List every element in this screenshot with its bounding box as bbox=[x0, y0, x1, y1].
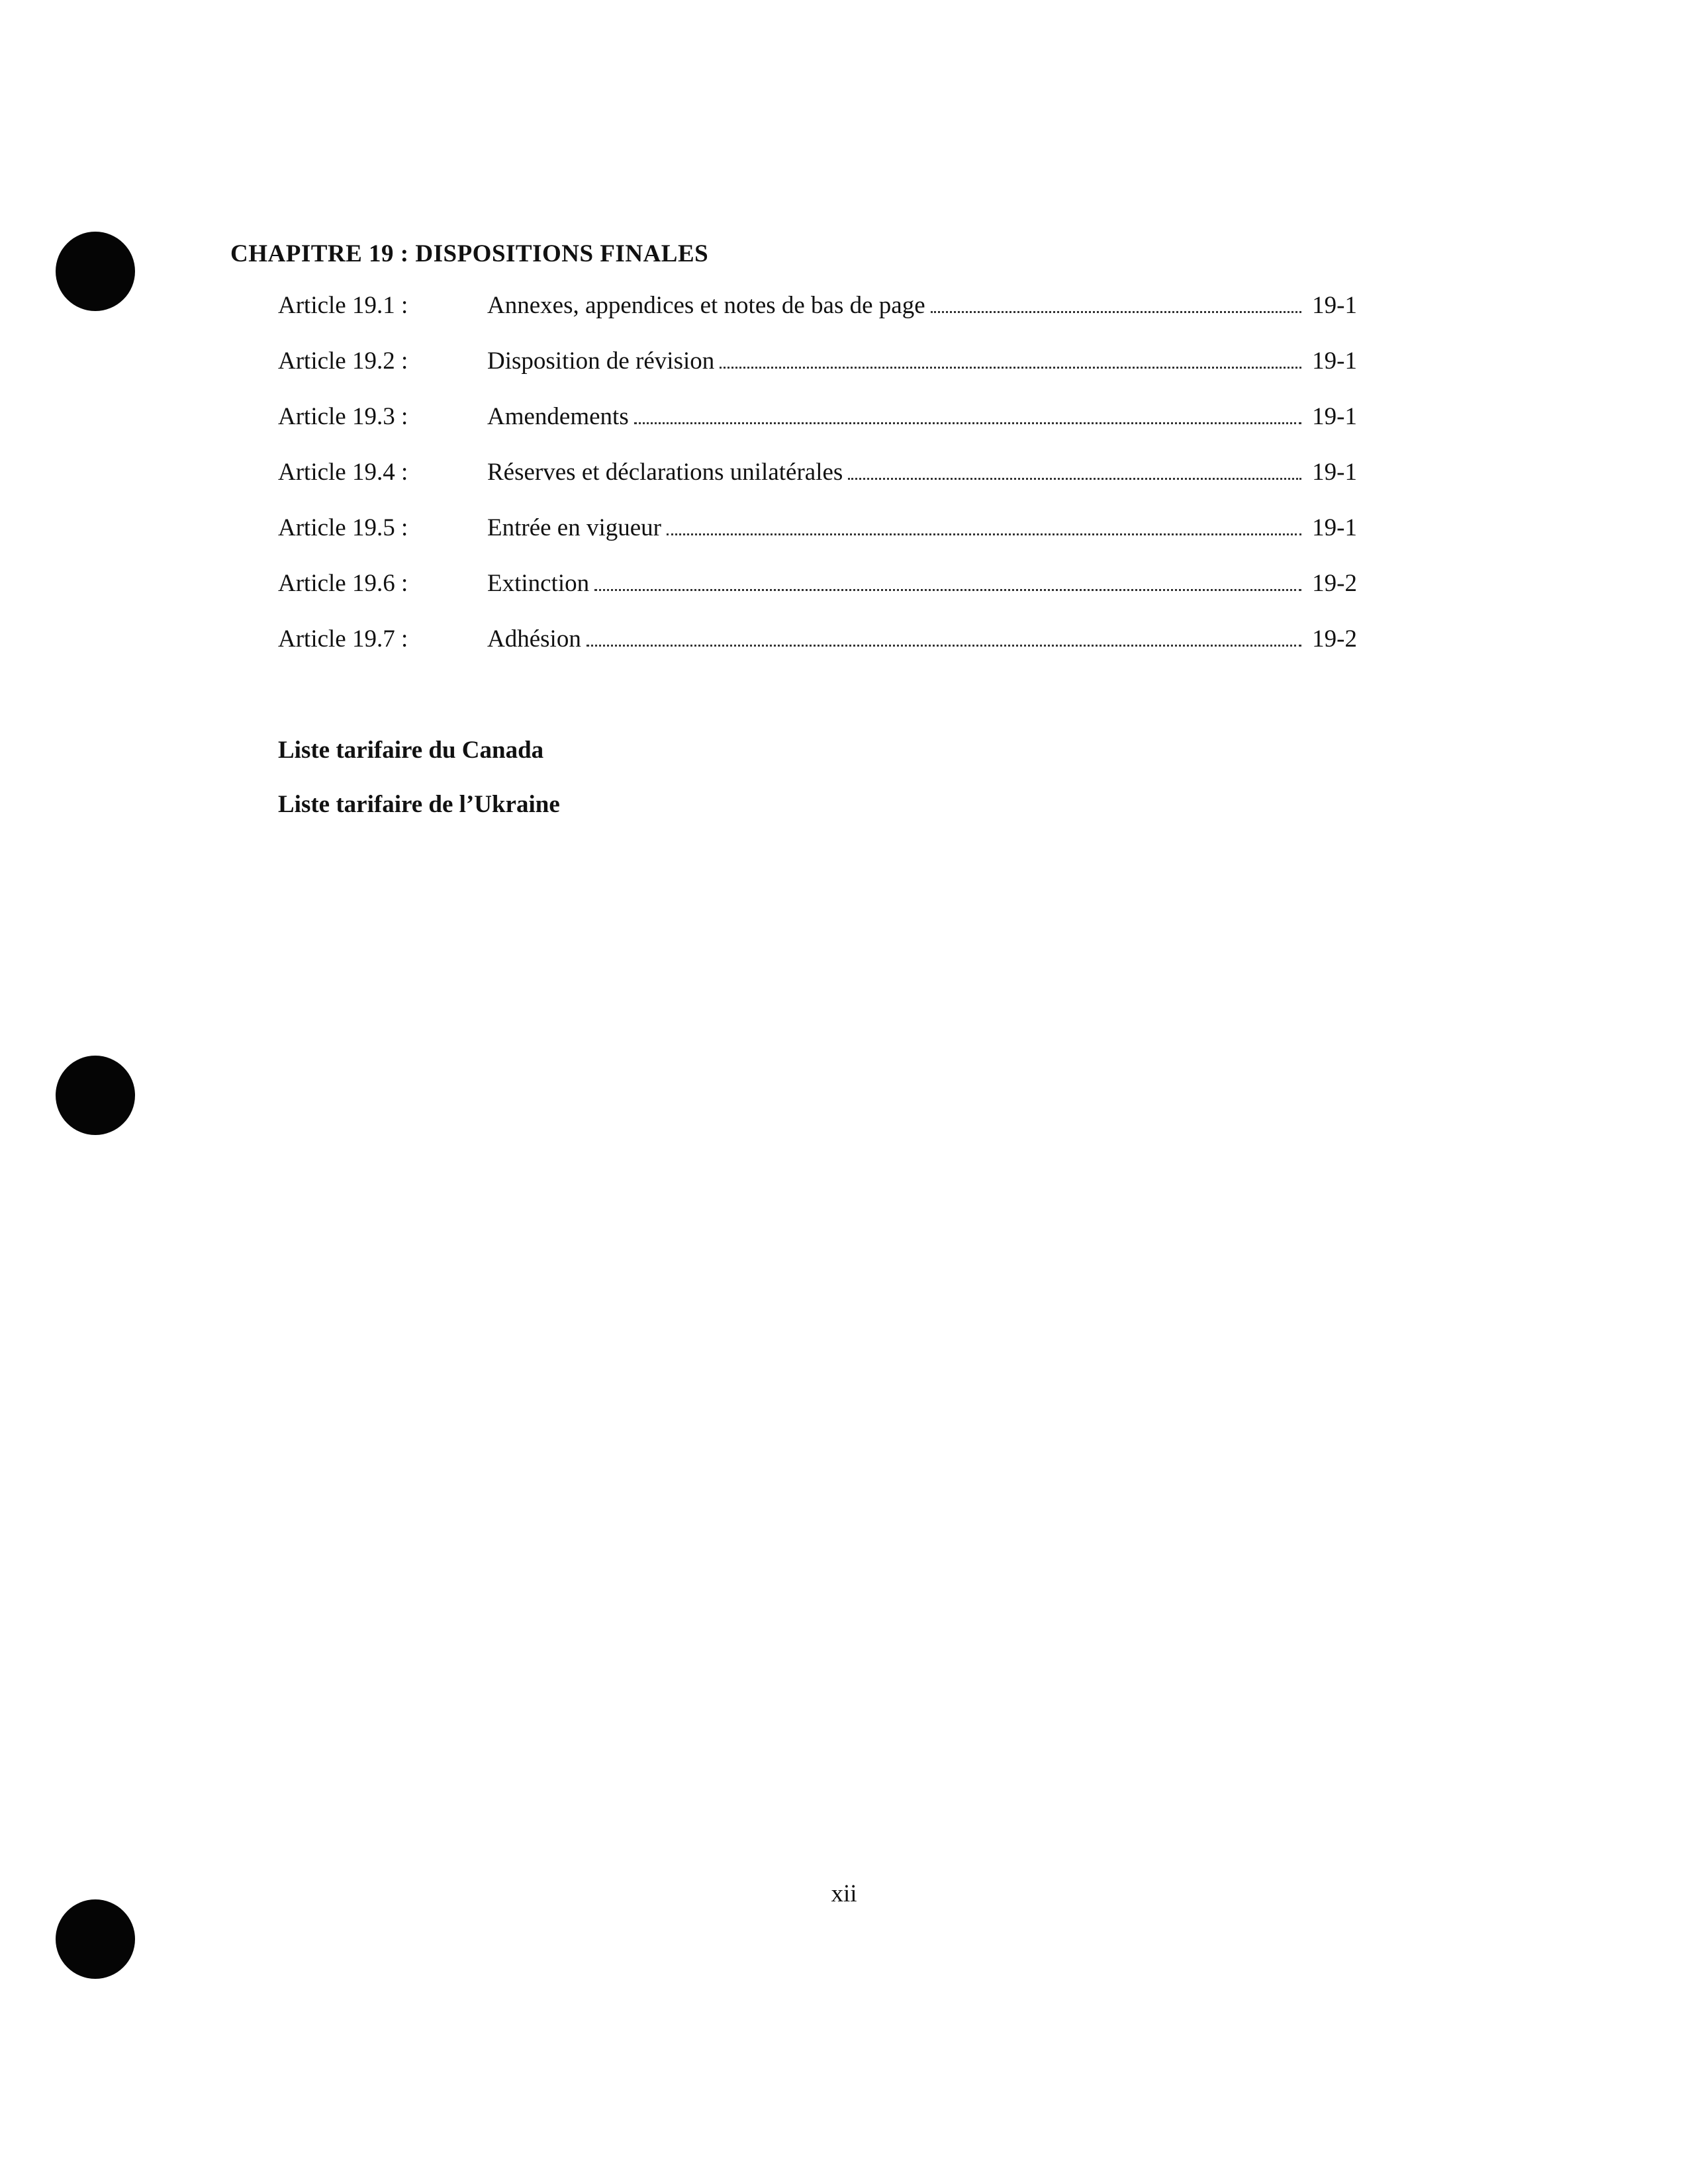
schedule-canada-link[interactable]: Liste tarifaire du Canada bbox=[278, 737, 544, 764]
toc-page-reference: 19-1 bbox=[1312, 403, 1357, 430]
toc-page-reference: 19-1 bbox=[1312, 514, 1357, 541]
toc-article-title: Annexes, appendices et notes de bas de page bbox=[487, 292, 925, 319]
toc-entry[interactable] bbox=[278, 347, 1357, 402]
toc-article-number: Article 19.1 : bbox=[278, 292, 408, 319]
toc-entry[interactable] bbox=[278, 514, 1357, 569]
toc-article-title: Extinction bbox=[487, 570, 590, 597]
dot-leader bbox=[667, 533, 1301, 535]
dot-leader bbox=[586, 645, 1301, 647]
toc-article-title: Amendements bbox=[487, 403, 629, 430]
toc-page-reference: 19-1 bbox=[1312, 292, 1357, 319]
toc-article-number: Article 19.4 : bbox=[278, 459, 408, 486]
toc-page-reference: 19-2 bbox=[1312, 570, 1357, 597]
toc-page-reference: 19-2 bbox=[1312, 625, 1357, 653]
dot-leader bbox=[931, 311, 1301, 313]
toc-entry[interactable] bbox=[278, 625, 1357, 680]
toc-article-title: Entrée en vigueur bbox=[487, 514, 661, 541]
toc-entry[interactable] bbox=[278, 402, 1357, 458]
toc-article-title: Réserves et déclarations unilatérales bbox=[487, 459, 843, 486]
toc-page-reference: 19-1 bbox=[1312, 347, 1357, 375]
dot-leader bbox=[594, 589, 1301, 591]
dot-leader bbox=[634, 422, 1301, 424]
schedule-ukraine-link[interactable]: Liste tarifaire de l’Ukraine bbox=[278, 791, 560, 818]
toc-article-number: Article 19.5 : bbox=[278, 514, 408, 541]
table-of-contents bbox=[278, 291, 1357, 680]
toc-article-title: Disposition de révision bbox=[487, 347, 715, 375]
page-number: xii bbox=[831, 1880, 857, 1907]
toc-article-number: Article 19.2 : bbox=[278, 347, 408, 375]
toc-article-title: Adhésion bbox=[487, 625, 581, 653]
punch-hole-top bbox=[56, 232, 135, 311]
toc-article-number: Article 19.7 : bbox=[278, 625, 408, 653]
dot-leader bbox=[848, 478, 1301, 480]
punch-hole-bottom bbox=[56, 1899, 135, 1979]
toc-article-number: Article 19.6 : bbox=[278, 570, 408, 597]
punch-hole-middle bbox=[56, 1056, 135, 1135]
chapter-heading: CHAPITRE 19 : DISPOSITIONS FINALES bbox=[230, 240, 709, 267]
toc-page-reference: 19-1 bbox=[1312, 459, 1357, 486]
toc-entry[interactable] bbox=[278, 458, 1357, 514]
dot-leader bbox=[720, 367, 1301, 369]
toc-entry[interactable] bbox=[278, 291, 1357, 347]
toc-entry[interactable] bbox=[278, 569, 1357, 625]
toc-article-number: Article 19.3 : bbox=[278, 403, 408, 430]
